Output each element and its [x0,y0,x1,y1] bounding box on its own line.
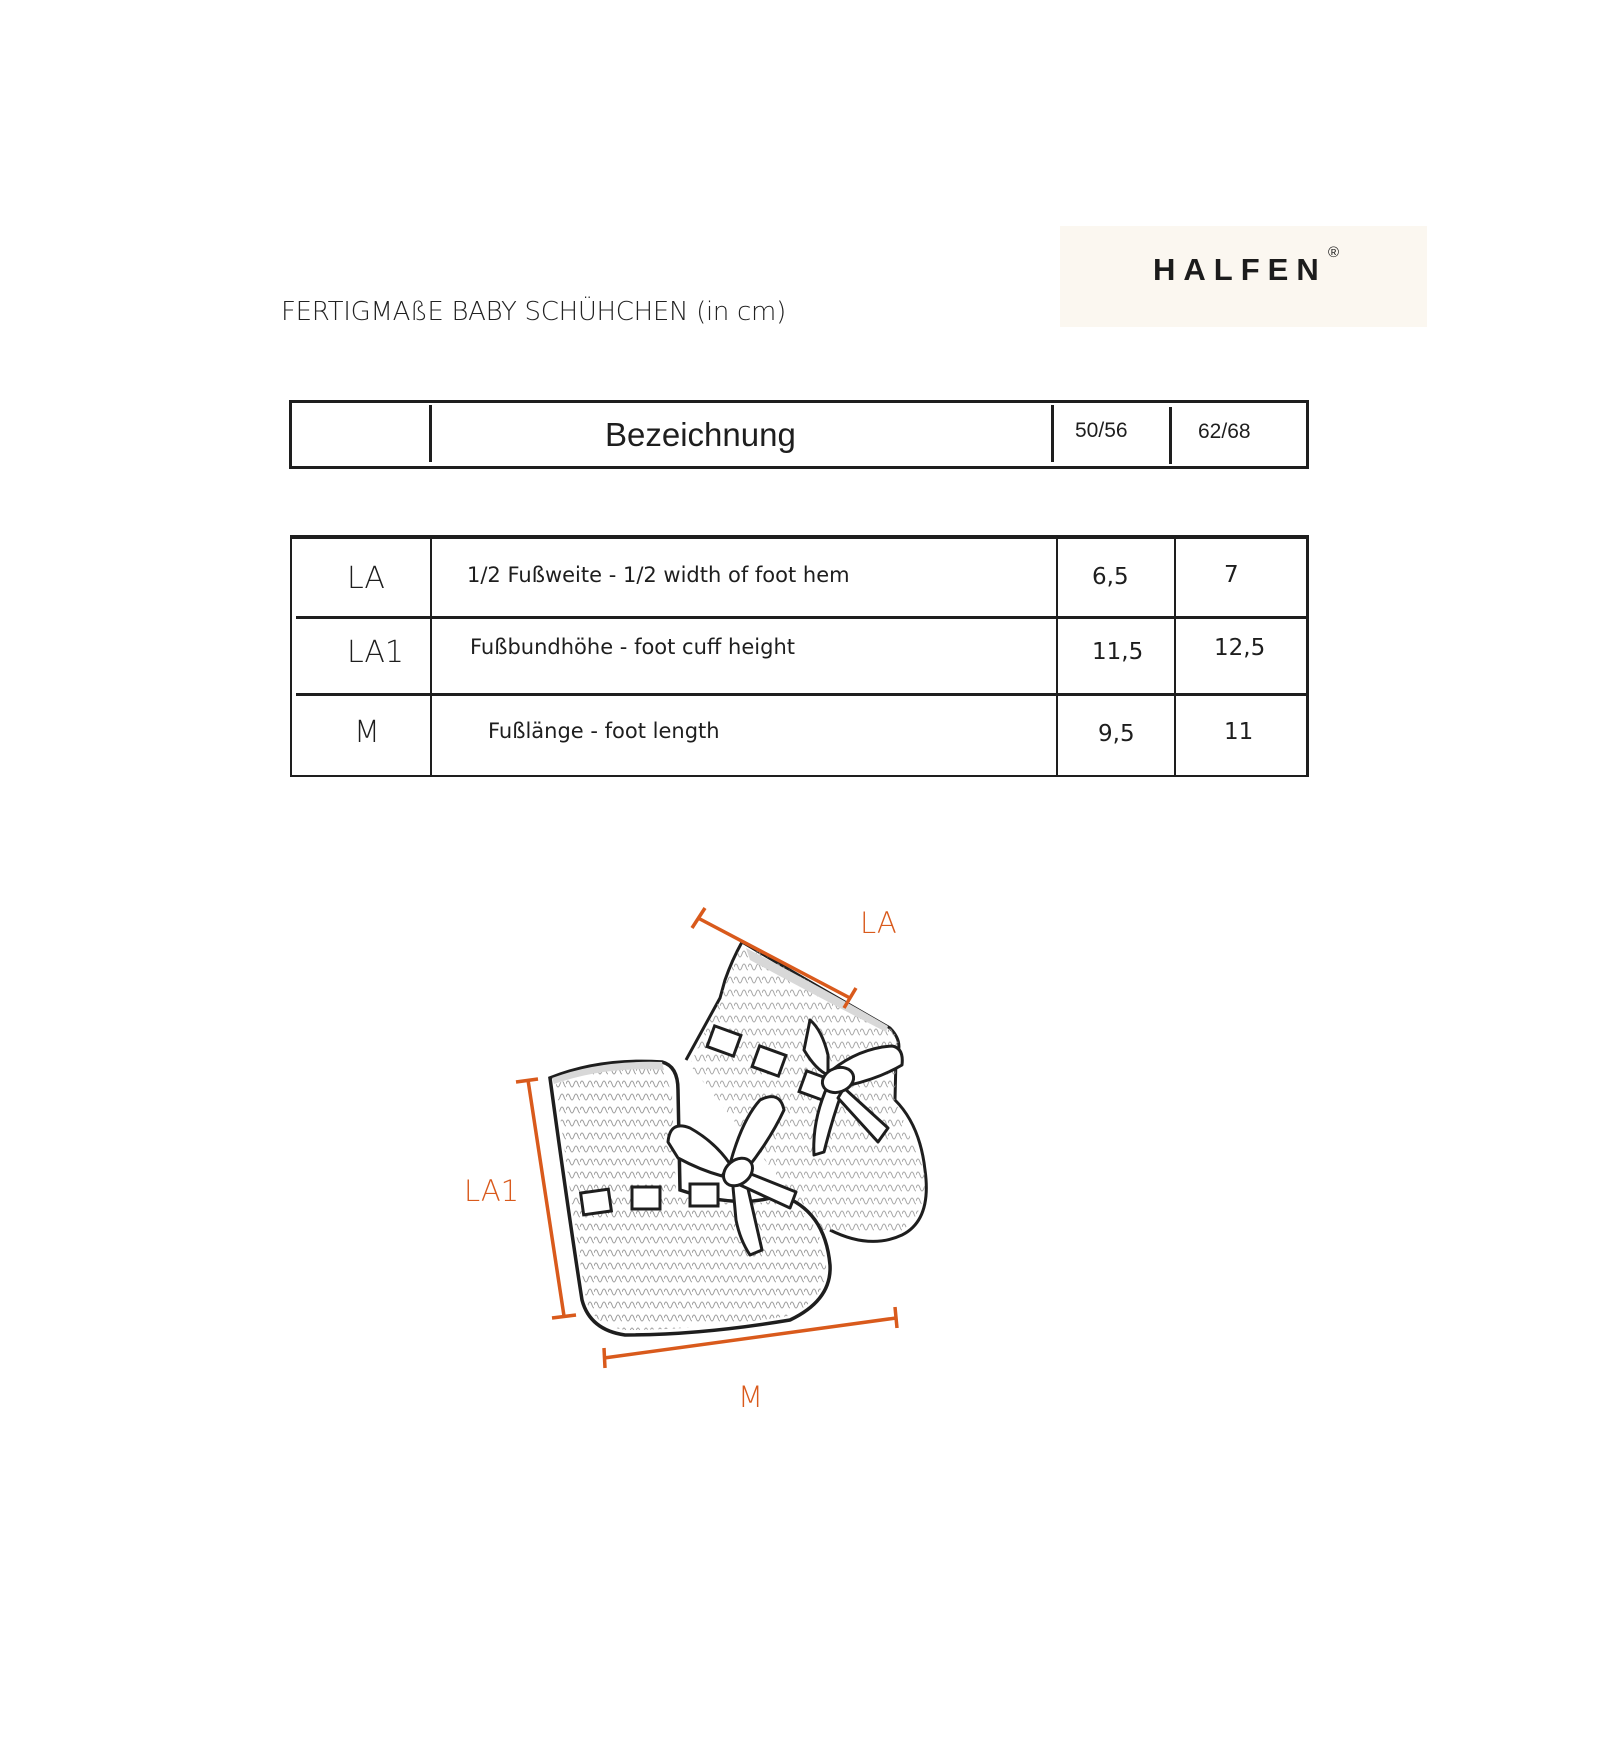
row-description: Fußbundhöhe - foot cuff height [470,635,795,659]
column-divider [1174,535,1176,775]
registered-mark: ® [1328,244,1340,261]
brand-logo-box [1060,226,1427,327]
row-value-62-68: 11 [1224,719,1254,745]
brand-logo-text: HALFEN [1153,252,1327,287]
dimension-label-m: M [738,1380,764,1414]
header-divider [1169,407,1172,464]
row-value-50-56: 9,5 [1098,721,1135,747]
row-code: LA1 [347,635,405,670]
dimension-label-la1: LA1 [464,1174,520,1208]
row-description: 1/2 Fußweite - 1/2 width of foot hem [467,563,850,587]
column-divider [430,535,432,775]
row-value-50-56: 6,5 [1092,564,1129,590]
header-divider [1051,405,1054,462]
row-code: M [354,715,380,750]
measurements-table [290,535,1309,777]
row-description: Fußlänge - foot length [488,719,720,743]
row-value-50-56: 11,5 [1092,639,1144,665]
booties-drawing-icon [440,880,980,1420]
size-column-header: 62/68 [1198,420,1251,443]
dimension-label-la: LA [860,906,897,940]
header-divider [429,405,432,462]
size-header-table [289,400,1309,469]
booties-illustration [440,880,980,1420]
row-divider [296,616,1306,619]
column-divider [1056,535,1058,775]
size-column-header: 50/56 [1075,419,1128,442]
row-value-62-68: 12,5 [1214,635,1266,661]
row-code: LA [347,561,385,596]
row-value-62-68: 7 [1224,562,1239,588]
description-column-header: Bezeichnung [605,416,796,453]
document-title: FERTIGMAßE BABY SCHÜHCHEN (in cm) [281,297,786,327]
row-divider [296,693,1306,696]
